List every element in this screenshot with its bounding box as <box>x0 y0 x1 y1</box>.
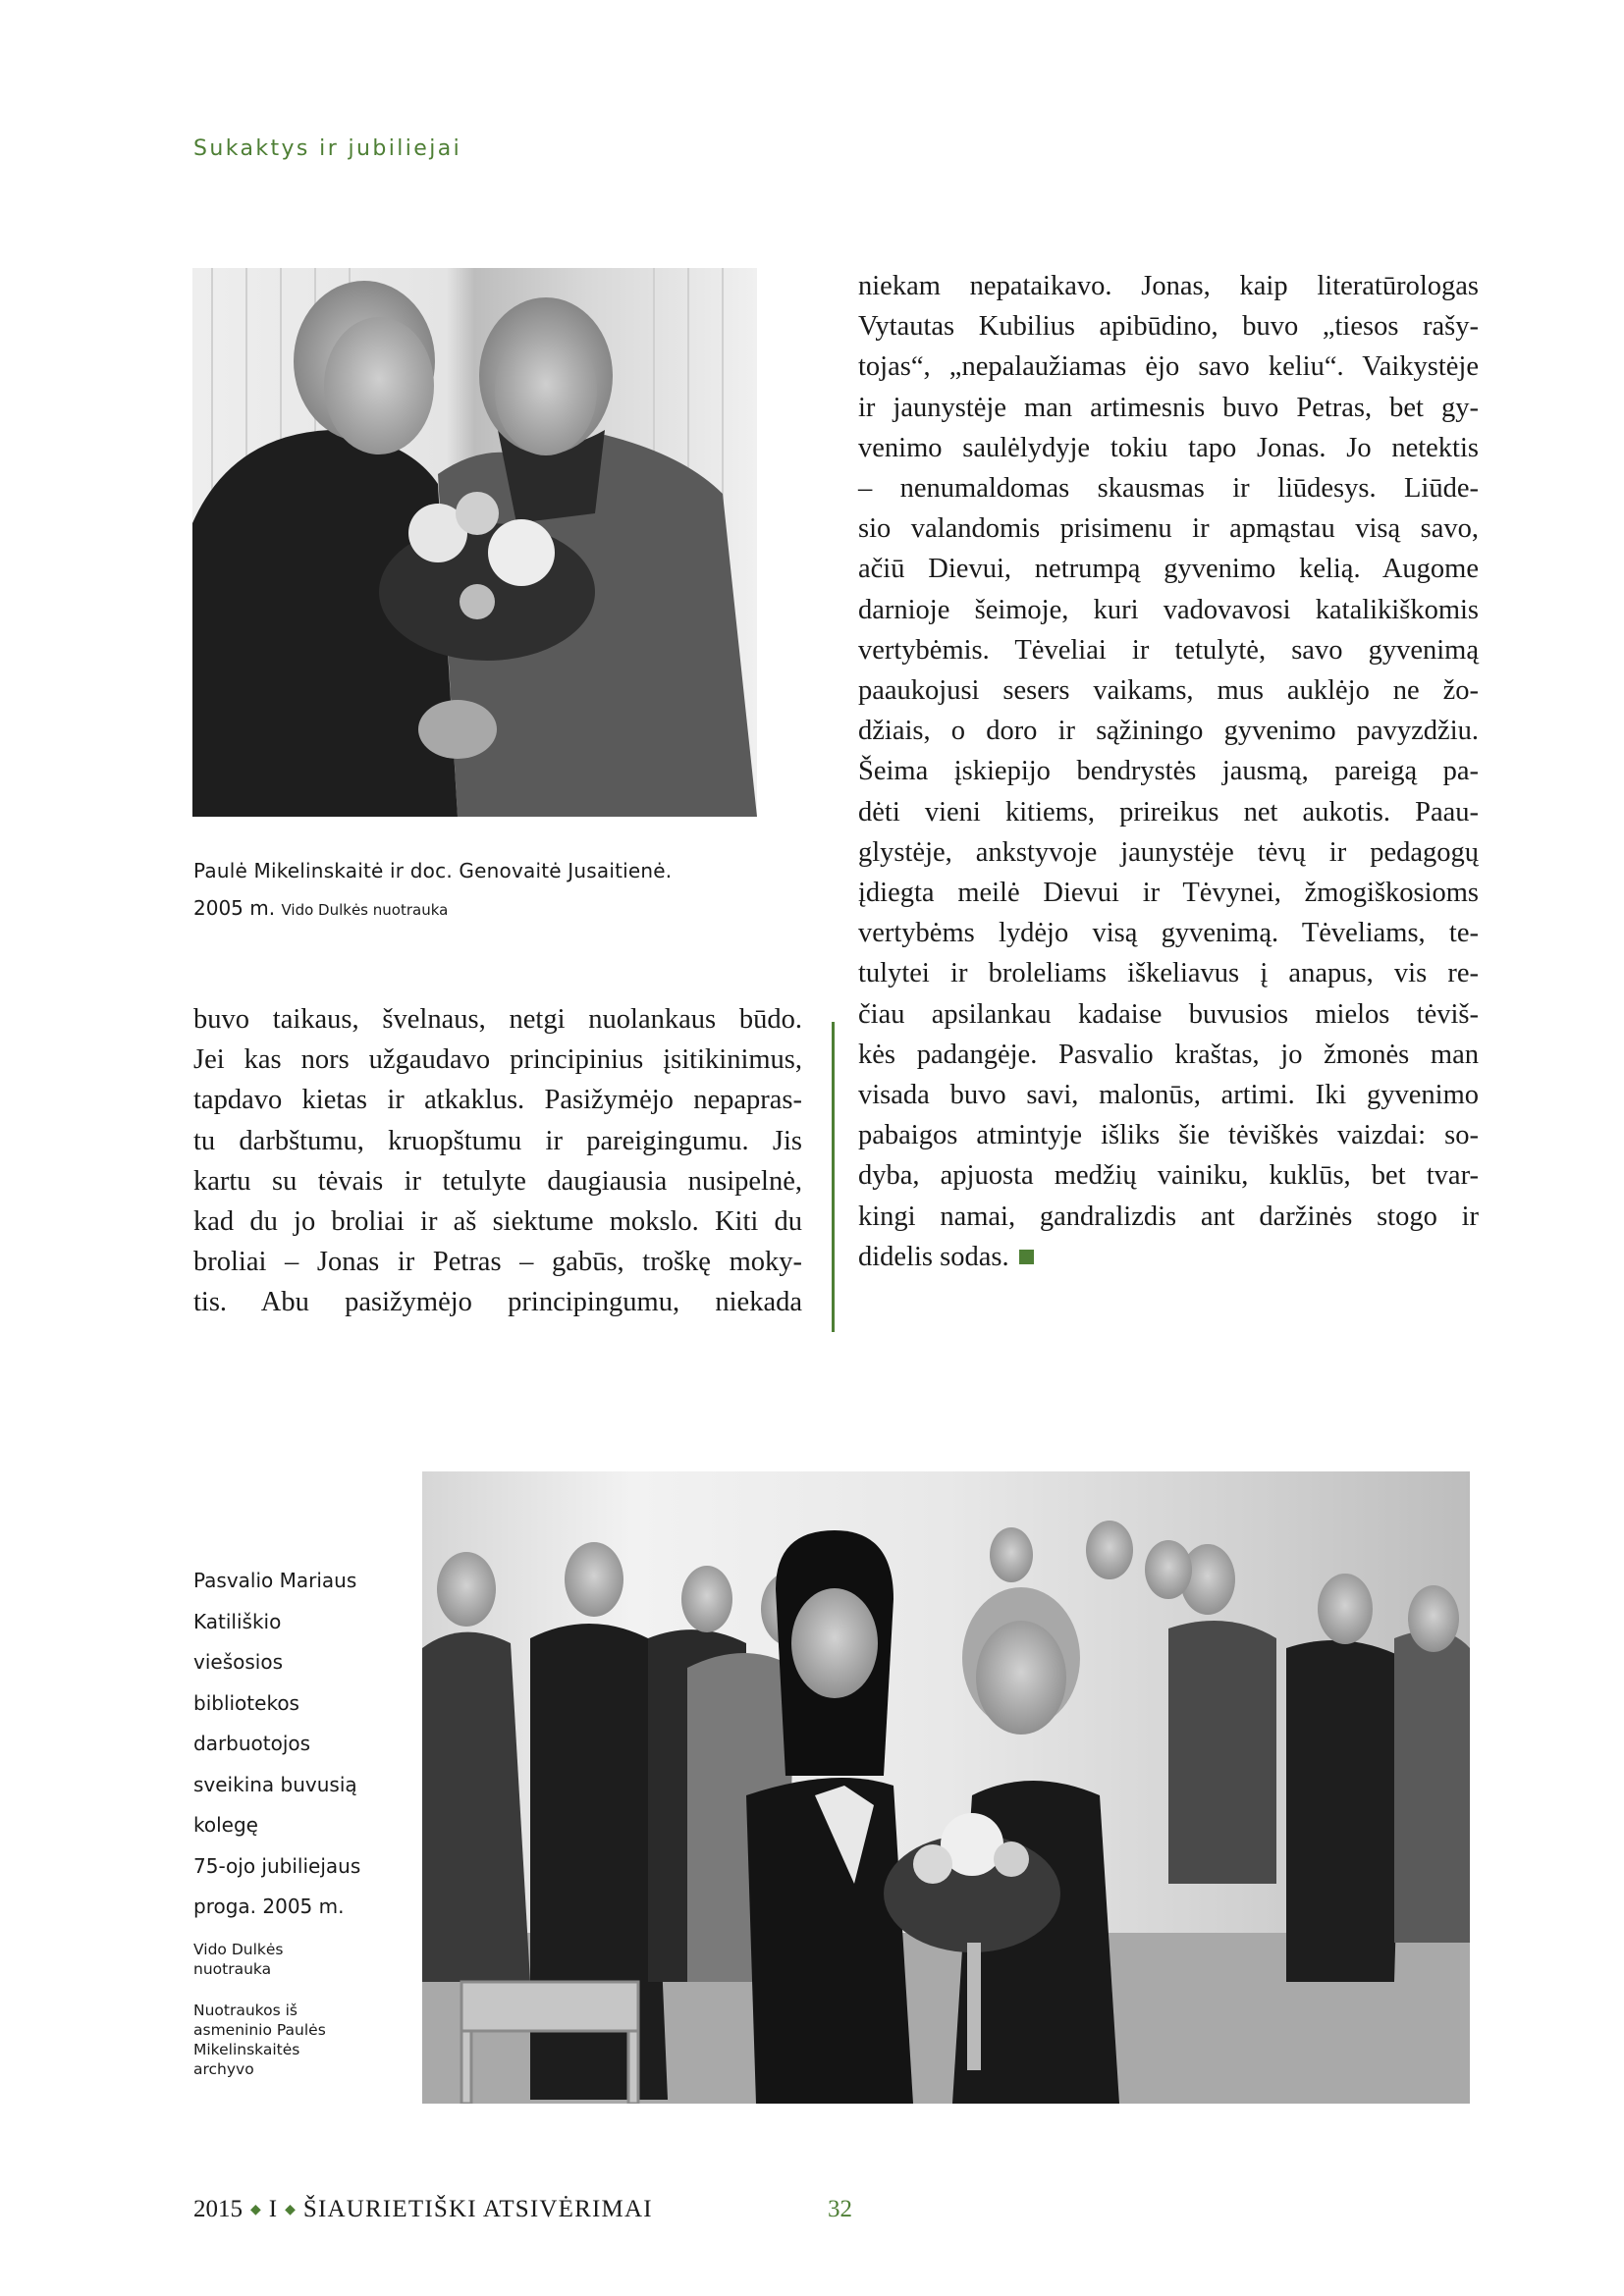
caption-line: kolegę <box>193 1813 258 1837</box>
footer-year: 2015 <box>193 2196 243 2222</box>
text-line: niekam nepataikavo. Jonas, kaip literatūrologas <box>858 271 1479 301</box>
caption-line: Katiliškio <box>193 1609 282 1633</box>
caption-line: Pasvalio Mariaus <box>193 1569 357 1592</box>
text-line: kingi namai, gandralizdis ant daržinės stogo ir <box>858 1201 1479 1232</box>
text-line: darnioje šeimoje, kuri vadovavosi katalikiškomis <box>858 594 1479 625</box>
photo-two-women <box>192 268 757 817</box>
text-line: kartu su tėvais ir tetulyte daugiausia nusipelnė, <box>193 1165 802 1197</box>
source-line: archyvo <box>193 2059 254 2078</box>
text-line: Vytautas Kubilius apibūdino, buvo „tiesos rašy- <box>858 311 1479 343</box>
diamond-separator-icon: ◆ <box>285 2203 296 2217</box>
caption-bottom-text <box>193 1561 409 1928</box>
section-title: Sukaktys ir jubiliejai <box>193 136 462 161</box>
caption-top-date-line <box>193 889 783 929</box>
text-line: paaukojusi sesers vaikams, mus auklėjo ne žo- <box>858 675 1479 707</box>
text-line: – nenumaldomas skausmas ir liūdesys. Liūde- <box>858 473 1479 505</box>
caption-line: proga. 2005 m. <box>193 1895 345 1918</box>
caption-line: 75-ojo jubiliejaus <box>193 1853 361 1878</box>
caption-bottom-credit <box>193 1940 409 2079</box>
caption-top-year: 2005 m. <box>193 896 276 920</box>
text-line: visada buvo savi, malonūs, artimi. Iki gyvenimo <box>858 1080 1479 1111</box>
text-line: įdiegta meilė Dievui ir Tėvynei, žmogiškosioms <box>858 878 1479 909</box>
photo-group-image <box>422 1471 1470 2104</box>
credit-line: nuotrauka <box>193 1959 272 1978</box>
text-line: tapdavo kietas ir atkaklus. Pasižymėjo nepapras- <box>193 1085 802 1116</box>
footer-issue: I <box>268 2196 278 2222</box>
text-line: tojas“, „nepalaužiamas ėjo savo keliu“. Vaikystėje <box>858 351 1479 383</box>
photo-two-women-image <box>192 268 757 817</box>
text-line-last <box>858 1237 1479 1277</box>
text-line: čiau apsilankau kadaise buvusios mielos tėviš- <box>858 998 1479 1030</box>
text-line: sio valandomis prisimenu ir apmąstau visą savo, <box>858 513 1479 545</box>
caption-line: sveikina buvusią <box>193 1772 357 1796</box>
text-line: glystėje, ankstyvoje jaunystėje tėvų ir pedagogų <box>858 836 1479 868</box>
source-line: Nuotraukos iš <box>193 2001 298 2019</box>
column-divider-rule <box>832 1022 835 1332</box>
text-line: dėti vieni kitiems, prireikus net aukotis. Paau- <box>858 796 1479 828</box>
source-line: Mikelinskaitės <box>193 2040 300 2058</box>
photo-caption-bottom <box>193 1561 409 2079</box>
diamond-separator-icon: ◆ <box>250 2203 261 2217</box>
text-line: kės padangėje. Pasvalio kraštas, jo žmonės man <box>858 1039 1479 1070</box>
article-column-left <box>193 999 802 1323</box>
text-line: kad du jo broliai ir aš siektume mokslo. Kiti du <box>193 1206 802 1238</box>
text-line: buvo taikaus, švelnaus, netgi nuolankaus būdo. <box>193 1004 802 1035</box>
text-line: venimo saulėlydyje tokiu tapo Jonas. Jo netektis <box>858 432 1479 463</box>
text-line: džiais, o doro ir sąžiningo gyvenimo pavyzdžiu. <box>858 716 1479 747</box>
end-of-article-square-icon <box>1019 1250 1034 1264</box>
text-line: tis. Abu pasižymėjo principingumu, niekada <box>193 1287 802 1318</box>
caption-line: bibliotekos <box>193 1690 299 1715</box>
text-line: ir jaunystėje man artimesnis buvo Petras, bet gy- <box>858 392 1479 423</box>
text-line: broliai – Jonas ir Petras – gabūs, troškę moky- <box>193 1247 802 1278</box>
footer-journal-title: ŠIAURIETIŠKI ATSIVĖRIMAI <box>302 2196 653 2222</box>
caption-top-credit: Vido Dulkės nuotrauka <box>281 901 449 919</box>
article-column-right <box>858 266 1479 1277</box>
source-line: asmeninio Paulės <box>193 2020 326 2039</box>
credit-line: Vido Dulkės <box>193 1940 284 1958</box>
text-line: ačiū Dievui, netrumpą gyvenimo kelią. Augome <box>858 554 1479 585</box>
photo-caption-top <box>193 852 783 929</box>
page-number: 32 <box>828 2196 852 2222</box>
text-line: Šeima įskiepijo bendrystės jausmą, pareigą pa- <box>858 756 1479 787</box>
text-line: vertybėmis. Tėveliai ir tetulytė, savo gyvenimą <box>858 634 1479 666</box>
page-footer <box>193 2196 852 2223</box>
caption-line: viešosios <box>193 1650 283 1674</box>
caption-top-text: Paulė Mikelinskaitė ir doc. Genovaitė Jusaitienė. <box>193 859 673 882</box>
text-line: pabaigos atmintyje išliks šie tėviškės vaizdai: so- <box>858 1120 1479 1151</box>
text-line-final: didelis sodas. <box>858 1241 1009 1272</box>
text-line: tu darbštumu, kruopštumu ir pareigingumu. Jis <box>193 1125 802 1156</box>
photo-group <box>422 1471 1470 2104</box>
text-line: vertybėms lydėjo visą gyvenimą. Tėveliams, te- <box>858 918 1479 949</box>
text-line: tulytei ir broleliams iškeliavus į anapus, vis re- <box>858 958 1479 989</box>
text-line: dyba, apjuosta medžių vainiku, kuklūs, bet tvar- <box>858 1160 1479 1192</box>
text-line: Jei kas nors užgaudavo principinius įsitikinimus, <box>193 1044 802 1076</box>
caption-line: darbuotojos <box>193 1732 311 1755</box>
spacer <box>193 1979 409 2001</box>
